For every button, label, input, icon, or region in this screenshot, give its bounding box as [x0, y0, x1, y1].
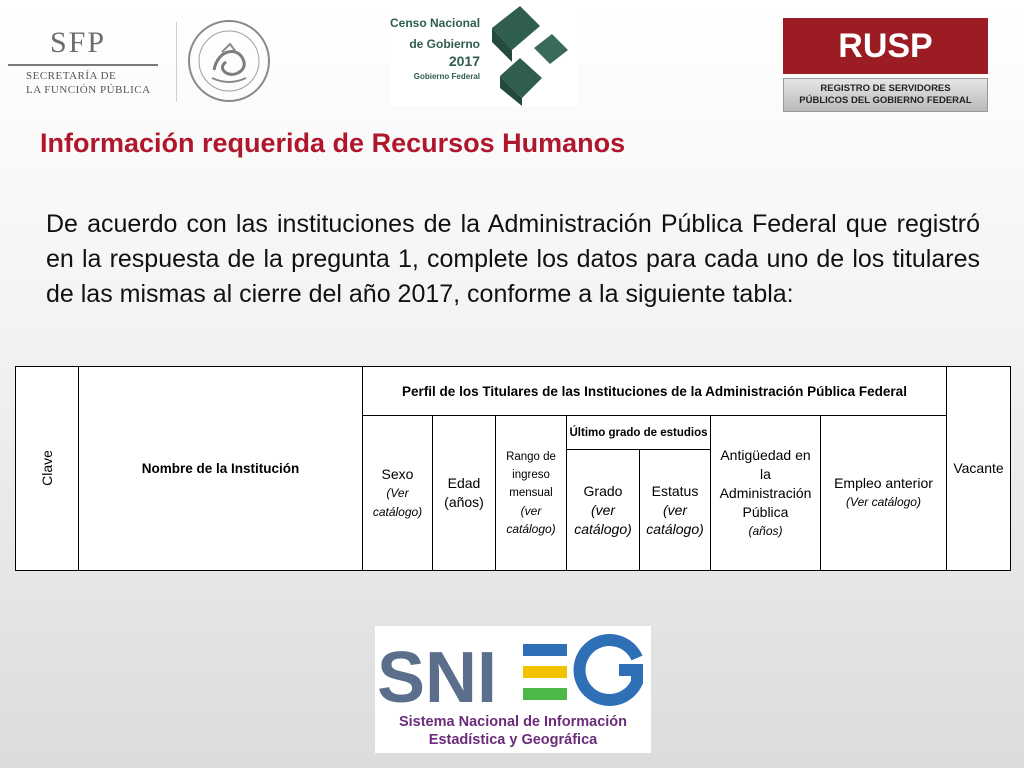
header-ultimo-grado: Último grado de estudios: [567, 416, 711, 450]
snieg-line-1: Sistema Nacional de Información: [398, 714, 628, 730]
censo-year: 2017: [448, 53, 480, 69]
sfp-line-1: SECRETARÍA DE: [26, 70, 117, 82]
censo-line-1: Censo Nacional: [390, 16, 481, 30]
censo-logo: [390, 6, 578, 106]
censo-line-4: Gobierno Federal: [413, 72, 480, 81]
sfp-rule: [8, 64, 158, 66]
col-estatus: Estatus (ver catálogo): [640, 450, 711, 571]
col-grado: Grado (ver catálogo): [567, 450, 640, 571]
mexican-coat-of-arms-seal-icon: [186, 18, 272, 104]
intro-paragraph: De acuerdo con las instituciones de la Administración Pública Federal que registró en la respuesta de la pregunta 1, complete los datos para cada uno de los titulares de las mismas al cierre del año 2017, conforme a la siguiente tabla:: [46, 210, 980, 308]
censo-cubes-icon: [482, 6, 578, 106]
page-title: Información requerida de Recursos Humanos: [40, 128, 626, 158]
titulares-table: [15, 366, 1011, 571]
snieg-logo: [375, 626, 651, 753]
col-vacante: Vacante: [947, 367, 1011, 571]
sfp-wordmark: SFP: [50, 26, 107, 59]
rusp-subtitle-line-2: PÚBLICOS DEL GOBIERNO FEDERAL: [799, 95, 972, 106]
header-perfil-titulares: Perfil de los Titulares de las Instituciones de la Administración Pública Federal: [363, 367, 947, 416]
col-empleo-anterior: Empleo anterior (Ver catálogo): [821, 416, 947, 571]
censo-line-2: de Gobierno: [409, 37, 480, 51]
rusp-subtitle: [783, 78, 988, 112]
col-nombre-institucion: Nombre de la Institución: [79, 367, 363, 571]
sfp-logo: [8, 20, 168, 105]
col-clave: Clave: [16, 367, 79, 571]
col-antiguedad: Antigüedad en la Administración Pública (años): [711, 416, 821, 571]
col-edad: Edad (años): [433, 416, 496, 571]
header-divider: [176, 22, 177, 102]
snieg-letters: SNI: [377, 638, 498, 714]
snieg-line-2: Estadística y Geográfica: [428, 732, 598, 748]
col-rango-ingreso: Rango de ingreso mensual (ver catálogo): [496, 416, 567, 571]
snieg-wordmark-icon: [375, 626, 651, 714]
rusp-badge: RUSP: [783, 18, 988, 74]
col-sexo: Sexo (Ver catálogo): [363, 416, 433, 571]
sfp-line-2: LA FUNCIÓN PÚBLICA: [26, 84, 151, 96]
rusp-subtitle-line-1: REGISTRO DE SERVIDORES: [820, 83, 951, 94]
